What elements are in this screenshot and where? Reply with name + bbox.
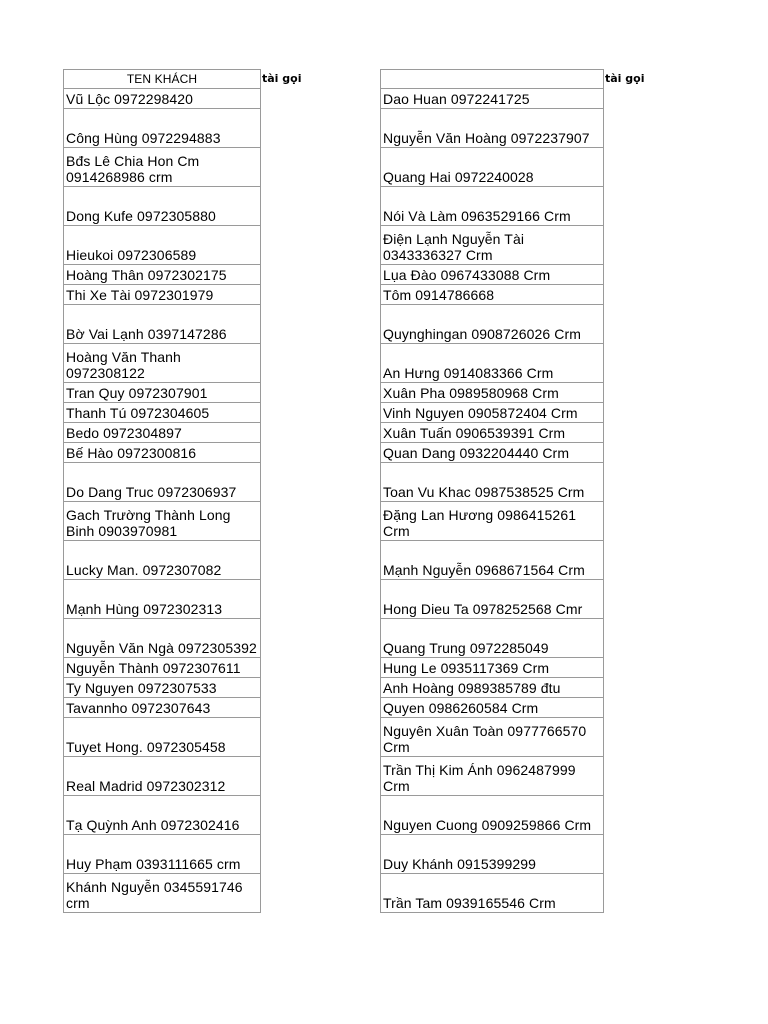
customer-cell[interactable]: Real Madrid 0972302312 [64,757,261,796]
customer-cell[interactable]: Bờ Vai Lạnh 0397147286 [64,305,261,344]
customer-cell[interactable]: Dao Huan 0972241725 [381,89,604,109]
customer-cell[interactable]: Duy Khánh 0915399299 [381,835,604,874]
customer-cell[interactable]: An Hưng 0914083366 Crm [381,344,604,383]
customer-cell[interactable]: Mạnh Nguyễn 0968671564 Crm [381,541,604,580]
table-row [381,718,604,757]
table-row [64,285,261,305]
table-row [64,757,261,796]
customer-cell[interactable]: Xuân Tuấn 0906539391 Crm [381,423,604,443]
table-row [64,580,261,619]
table-row [381,265,604,285]
customer-table-left-body [64,70,261,913]
customer-cell[interactable]: Nguyễn Văn Ngà 0972305392 [64,619,261,658]
customer-cell[interactable]: Hung Le 0935117369 Crm [381,658,604,678]
customer-cell[interactable]: Tôm 0914786668 [381,285,604,305]
customer-cell[interactable]: Nói Và Làm 0963529166 Crm [381,187,604,226]
table-row [64,344,261,383]
customer-cell[interactable]: Khánh Nguyễn 0345591746 crm [64,874,261,913]
header-row [64,70,261,89]
table-row [64,796,261,835]
customer-cell[interactable]: Quan Dang 0932204440 Crm [381,443,604,463]
customer-cell[interactable]: Vũ Lộc 0972298420 [64,89,261,109]
table-row [64,541,261,580]
customer-cell[interactable]: Do Dang Truc 0972306937 [64,463,261,502]
customer-cell[interactable]: Trần Thị Kim Ánh 0962487999 Crm [381,757,604,796]
table-row [381,109,604,148]
header-row [381,70,604,89]
side-label-left: tài gọi [262,72,302,85]
table-row [64,383,261,403]
table-row [381,619,604,658]
customer-table-right [380,69,604,913]
table-row [64,443,261,463]
table-row [381,305,604,344]
table-row [64,835,261,874]
table-row [381,226,604,265]
customer-cell[interactable]: Đặng Lan Hương 0986415261 Crm [381,502,604,541]
table-row [64,226,261,265]
customer-cell[interactable]: Trần Tam 0939165546 Crm [381,874,604,913]
table-row [381,383,604,403]
customer-cell[interactable]: Quang Hai 0972240028 [381,148,604,187]
customer-cell[interactable]: Nguyễn Văn Hoàng 0972237907 [381,109,604,148]
customer-cell[interactable]: Hoàng Thân 0972302175 [64,265,261,285]
customer-table-left [63,69,261,913]
table-row [64,698,261,718]
table-row [381,148,604,187]
customer-cell[interactable]: Nguyên Xuân Toàn 0977766570 Crm [381,718,604,757]
customer-cell[interactable]: Bđs Lê Chia Hon Cm 0914268986 crm [64,148,261,187]
customer-cell[interactable]: Tuyet Hong. 0972305458 [64,718,261,757]
customer-cell[interactable]: Dong Kufe 0972305880 [64,187,261,226]
table-row [381,344,604,383]
customer-cell[interactable]: Lụa Đào 0967433088 Crm [381,265,604,285]
table-row [64,718,261,757]
customer-cell[interactable]: Ty Nguyen 0972307533 [64,678,261,698]
customer-cell[interactable]: Tavannho 0972307643 [64,698,261,718]
table-row [381,187,604,226]
customer-cell[interactable]: Tạ Quỳnh Anh 0972302416 [64,796,261,835]
customer-cell[interactable]: Bedo 0972304897 [64,423,261,443]
customer-cell[interactable]: Nguyen Cuong 0909259866 Crm [381,796,604,835]
table-row [64,89,261,109]
customer-cell[interactable]: Mạnh Hùng 0972302313 [64,580,261,619]
table-row [64,502,261,541]
table-row [381,678,604,698]
customer-cell[interactable]: Anh Hoàng 0989385789 đtu [381,678,604,698]
customer-cell[interactable]: Vinh Nguyen 0905872404 Crm [381,403,604,423]
table-row [381,285,604,305]
table-row [64,874,261,913]
table-row [64,265,261,285]
table-row [64,403,261,423]
table-row [64,423,261,443]
customer-cell[interactable]: Thanh Tú 0972304605 [64,403,261,423]
customer-cell[interactable]: Quang Trung 0972285049 [381,619,604,658]
table-row [381,403,604,423]
table-row [64,658,261,678]
table-row [381,796,604,835]
customer-cell[interactable]: Hieukoi 0972306589 [64,226,261,265]
customer-cell[interactable]: Lucky Man. 0972307082 [64,541,261,580]
customer-cell[interactable]: Quyen 0986260584 Crm [381,698,604,718]
side-label-right: tài gọi [605,72,645,85]
customer-cell[interactable]: Điện Lạnh Nguyễn Tài 0343336327 Crm [381,226,604,265]
customer-cell[interactable]: Xuân Pha 0989580968 Crm [381,383,604,403]
table-row [381,757,604,796]
table-row [381,658,604,678]
table-row [381,835,604,874]
table-row [381,541,604,580]
customer-table-right-body [381,70,604,913]
customer-cell[interactable]: Hoàng Văn Thanh 0972308122 [64,344,261,383]
customer-cell[interactable]: Gach Trường Thành Long Binh 0903970981 [64,502,261,541]
table-row [64,463,261,502]
column-header[interactable]: TEN KHÁCH [64,70,261,89]
customer-cell[interactable]: Thi Xe Tài 0972301979 [64,285,261,305]
table-row [381,423,604,443]
table-row [381,698,604,718]
customer-cell[interactable]: Hong Dieu Ta 0978252568 Cmr [381,580,604,619]
table-row [64,305,261,344]
table-row [64,187,261,226]
table-row [381,580,604,619]
table-row [381,463,604,502]
customer-cell[interactable]: Công Hùng 0972294883 [64,109,261,148]
customer-cell[interactable]: Quynghingan 0908726026 Crm [381,305,604,344]
table-row [381,89,604,109]
customer-cell[interactable]: Bế Hào 0972300816 [64,443,261,463]
table-row [381,443,604,463]
customer-cell[interactable]: Huy Phạm 0393111665 crm [64,835,261,874]
table-row [64,619,261,658]
table-row [64,148,261,187]
table-row [381,874,604,913]
column-header[interactable] [381,70,604,89]
table-row [64,678,261,698]
customer-cell[interactable]: Nguyễn Thành 0972307611 [64,658,261,678]
customer-cell[interactable]: Tran Quy 0972307901 [64,383,261,403]
customer-cell[interactable]: Toan Vu Khac 0987538525 Crm [381,463,604,502]
table-row [64,109,261,148]
table-row [381,502,604,541]
